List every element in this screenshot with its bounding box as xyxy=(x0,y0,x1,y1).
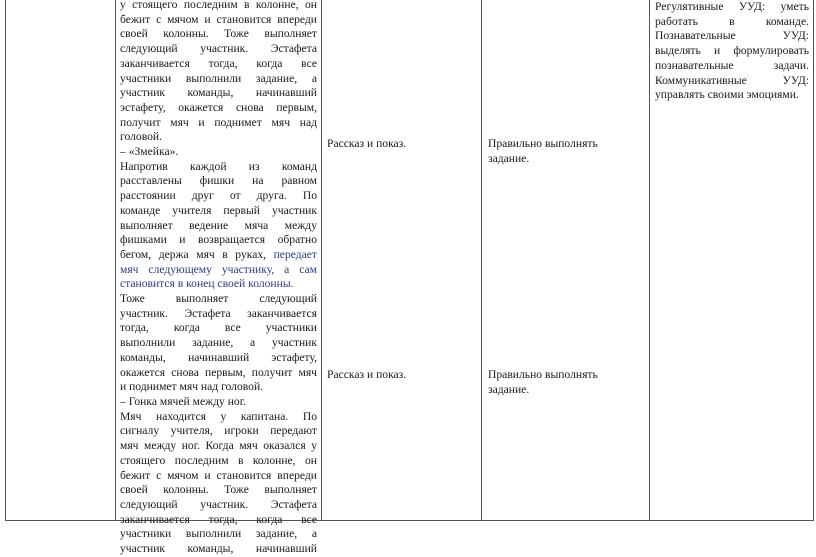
text-line: фишками и возвращается обратно xyxy=(120,233,317,247)
text-line: выполняет ведение мяча между xyxy=(120,218,317,232)
ball-race-paragraph xyxy=(120,410,317,557)
text-line: участник команды, начинавший xyxy=(120,86,317,100)
column-divider-1 xyxy=(115,0,116,521)
text-line: эстафету, окажется снова первым, xyxy=(120,100,317,114)
result-text: задание. xyxy=(488,151,530,165)
result-text: Правильно выполнять xyxy=(488,137,598,150)
table-border-left xyxy=(5,0,6,521)
text-line: расстоянии друг от друга. По xyxy=(120,189,317,203)
column-divider-2 xyxy=(321,0,322,521)
text-line: головой. xyxy=(120,130,162,144)
uud-line: познавательные задачи. xyxy=(655,58,809,72)
uud-line: Познавательные УУД: xyxy=(655,29,809,43)
highlighted-fragment: передает xyxy=(273,247,317,261)
exercise-description-cell xyxy=(120,0,317,557)
game-title-zmeyka: – «Змейка». xyxy=(120,145,179,159)
uud-line: выделять и формулировать xyxy=(655,44,809,58)
uud-cell xyxy=(655,0,809,103)
highlighted-line: становится в конец своей колонны. xyxy=(120,277,294,291)
text-line: следующий участник. Эстафета xyxy=(120,42,317,56)
text-line: своей колонны. Тоже выполняет xyxy=(120,483,317,497)
text-fragment: бегом, держа мяч в руках, xyxy=(120,247,267,261)
game-title-ball-race: – Гонка мячей между ног. xyxy=(120,394,247,408)
uud-line: работать в команде. xyxy=(655,14,809,28)
table-border-right xyxy=(813,0,814,521)
relay-paragraph-continued xyxy=(120,0,317,145)
text-line: бежит с мячом и становится впереди xyxy=(120,468,317,482)
text-line: Напротив каждой из команд xyxy=(120,159,317,173)
text-line: участники выполнили задание, а xyxy=(120,71,317,85)
text-line: сигналу учителя, игроки передают xyxy=(120,424,317,438)
text-line: бежит с мячом и становится впереди xyxy=(120,12,317,26)
text-line xyxy=(120,248,317,263)
text-line: Тоже выполняет следующий xyxy=(120,292,317,306)
uud-line: Коммуникативные УУД: xyxy=(655,73,809,87)
method-cell-2 xyxy=(327,368,406,383)
text-line: участники выполнили задание, а xyxy=(120,527,317,541)
text-line: Мяч находится у капитана. По xyxy=(120,409,317,423)
column-divider-3 xyxy=(481,0,482,521)
highlighted-line: мяч следующему участнику, а сам xyxy=(120,262,317,276)
text-line: участник. Эстафета заканчивается xyxy=(120,306,317,320)
method-cell-1 xyxy=(327,137,406,152)
text-line: следующий участник. Эстафета xyxy=(120,497,317,511)
text-line: участник команды, начинавший xyxy=(120,542,317,556)
text-line: заканчивается тогда, когда все xyxy=(120,56,317,70)
result-cell-1 xyxy=(488,137,598,166)
text-line: окажется снова первым, получит мяч xyxy=(120,365,317,379)
method-text: Рассказ и показ. xyxy=(327,137,407,150)
text-line: своей колонны. Тоже выполняет xyxy=(120,27,317,41)
text-line: выполнили задание, а участник xyxy=(120,336,317,350)
uud-line: Регулятивные УУД: уметь xyxy=(655,0,809,13)
method-text: Рассказ и показ. xyxy=(327,368,407,381)
text-line: заканчивается тогда, когда все xyxy=(120,512,317,526)
result-cell-2 xyxy=(488,368,598,397)
text-line: стоящего последним в колонне, он xyxy=(120,453,317,467)
text-line: у стоящего последним в колонне, он xyxy=(120,0,317,11)
text-line: и поднимет мяч над головой. xyxy=(120,380,264,394)
result-text: Правильно выполнять xyxy=(488,368,598,381)
text-line: команде учителя первый участник xyxy=(120,203,317,217)
text-line: получит мяч и поднимет мяч над xyxy=(120,115,317,129)
zmeyka-paragraph xyxy=(120,160,317,395)
text-line: тогда, когда все участники xyxy=(120,321,317,335)
uud-line: управлять своими эмоциями. xyxy=(655,88,799,102)
result-text: задание. xyxy=(488,382,530,396)
column-divider-4 xyxy=(649,0,650,521)
text-line: команды, начинавший эстафету, xyxy=(120,350,317,364)
text-line: мяч между ног. Когда мяч оказался у xyxy=(120,439,317,453)
text-line: расставлены фишки на равном xyxy=(120,174,317,188)
